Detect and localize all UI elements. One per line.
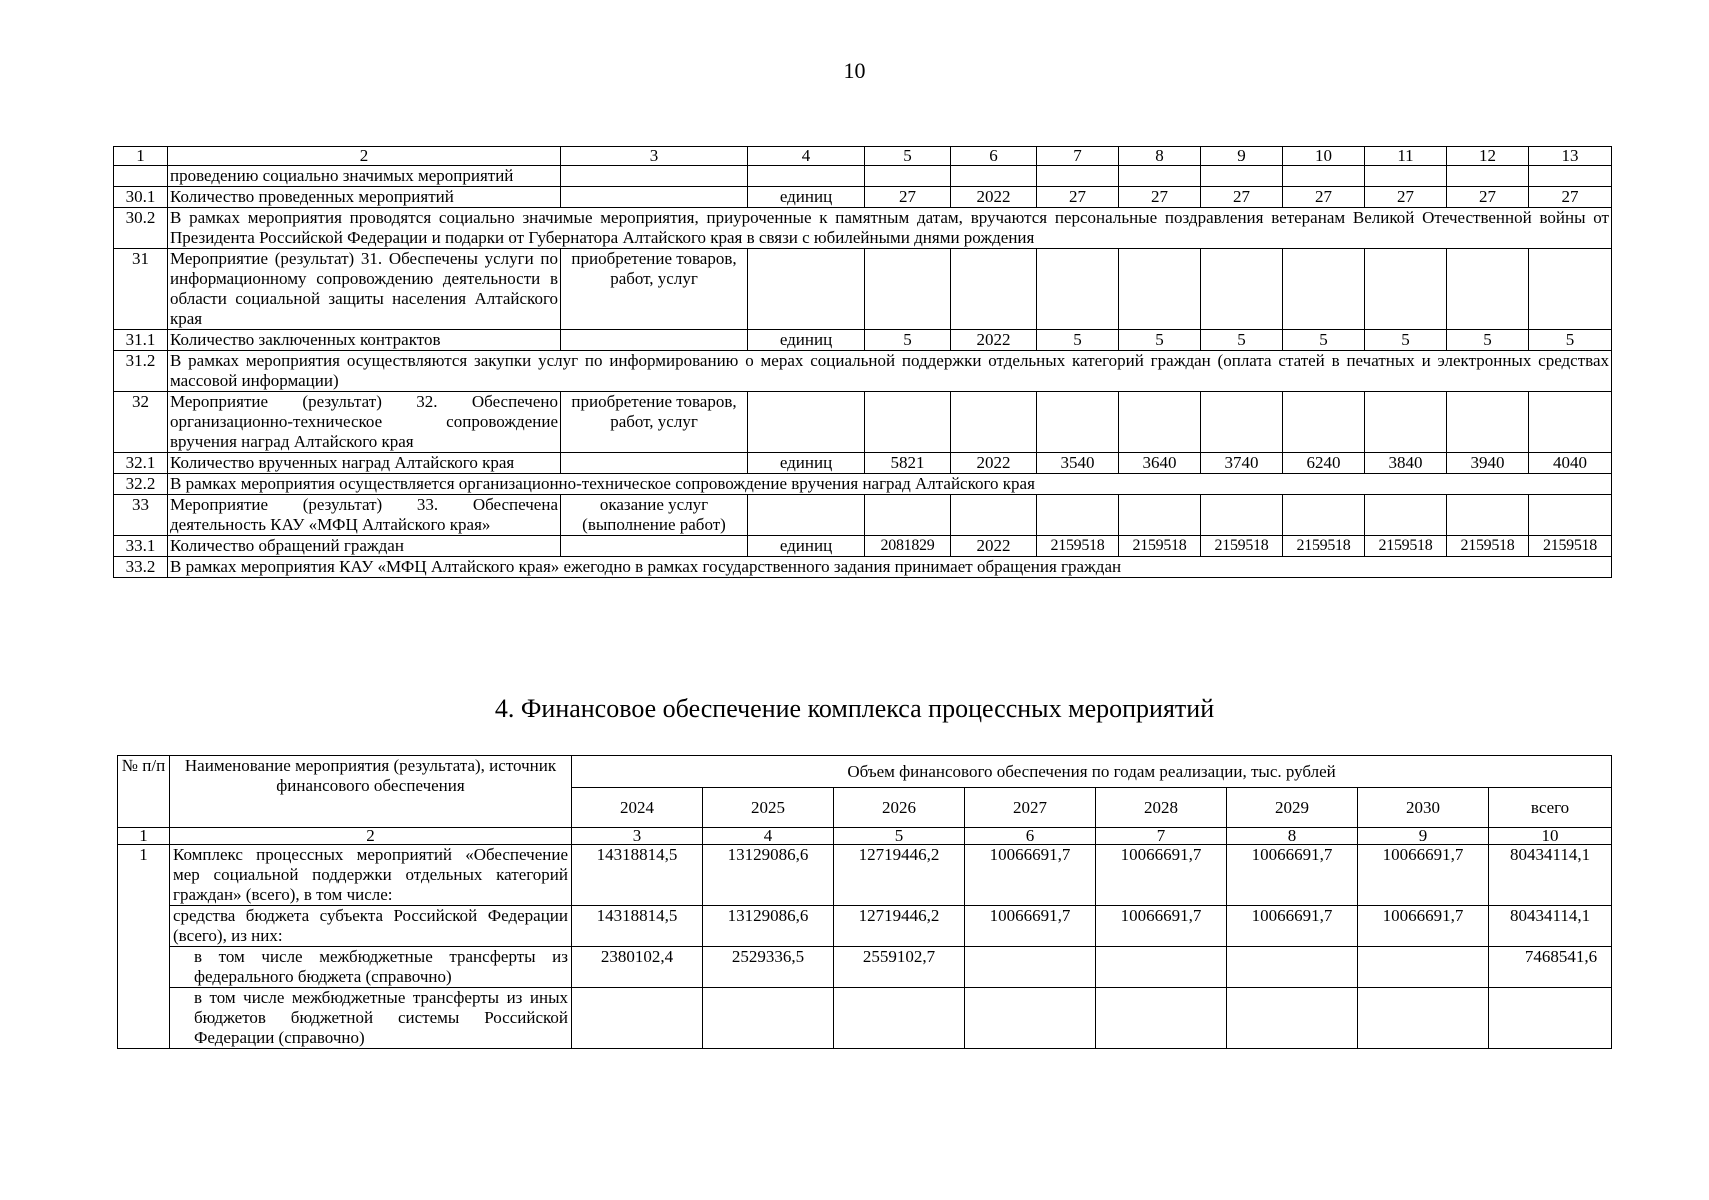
year-value: 3540: [1037, 453, 1119, 474]
column-number: 12: [1447, 147, 1529, 166]
column-number: 11: [1365, 147, 1447, 166]
year-header: всего: [1489, 788, 1612, 828]
base-value: 5: [865, 330, 951, 351]
table-row: [118, 988, 1612, 1049]
row-number: 32: [114, 392, 168, 453]
amount-cell: 14318814,5: [572, 845, 703, 906]
type-cell: [561, 330, 748, 351]
row-number: 33: [114, 495, 168, 536]
year-value: 2159518: [1447, 536, 1529, 557]
base-year: 2022: [951, 453, 1037, 474]
year-value: 5: [1037, 330, 1119, 351]
amount-cell: 14318814,5: [572, 906, 703, 947]
amount-cell: 13129086,6: [703, 845, 834, 906]
measure-name: Мероприятие (результат) 32. Обеспечено организационно-техническое сопровождение вручения наград Алтайского края: [168, 392, 561, 453]
column-number: 6: [965, 828, 1096, 845]
continuation-text: проведению социально значимых мероприятий: [168, 166, 561, 187]
indicator-name: Количество обращений граждан: [168, 536, 561, 557]
year-value: 6240: [1283, 453, 1365, 474]
table-row: [114, 557, 1612, 578]
note-text: В рамках мероприятия осуществляются закупки услуг по информированию о мерах социальной поддержки отдельных категорий граждан (оплата статей в печатных и электронных средствах массовой информации): [168, 351, 1612, 392]
table-row: [118, 947, 1612, 988]
year-value: 2159518: [1119, 536, 1201, 557]
amount-cell: 10066691,7: [1227, 906, 1358, 947]
year-value: 5: [1447, 330, 1529, 351]
measure-name: Мероприятие (результат) 33. Обеспечена деятельность КАУ «МФЦ Алтайского края»: [168, 495, 561, 536]
amount-cell: 10066691,7: [1227, 845, 1358, 906]
financing-table: [117, 755, 1612, 1049]
row-number: 31.2: [114, 351, 168, 392]
amount-cell: 10066691,7: [1096, 845, 1227, 906]
unit-cell: единиц: [748, 453, 865, 474]
column-number: 10: [1283, 147, 1365, 166]
column-number: 9: [1201, 147, 1283, 166]
row-number: 32.1: [114, 453, 168, 474]
source-name: в том числе межбюджетные трансферты из иных бюджетов бюджетной системы Российской Федерации (справочно): [170, 988, 572, 1049]
amount-cell: 10066691,7: [1358, 845, 1489, 906]
table-row: [114, 474, 1612, 495]
amount-cell: [703, 988, 834, 1049]
table-row: [114, 187, 1612, 208]
type-cell: [561, 187, 748, 208]
amount-cell: [1489, 988, 1612, 1049]
base-year: 2022: [951, 187, 1037, 208]
table-row: [114, 495, 1612, 536]
base-value: 27: [865, 187, 951, 208]
row-number: 1: [118, 845, 170, 1049]
amount-cell: [1096, 947, 1227, 988]
amount-cell: 10066691,7: [1358, 906, 1489, 947]
year-value: 27: [1447, 187, 1529, 208]
note-text: В рамках мероприятия проводятся социально значимые мероприятия, приуроченные к памятным датам, вручаются персональные поздравления ветеранам Великой Отечественной войны от Президента Российской Федерации и подарки от Губернатора Алтайского края в связи с юбилейными днями рождения: [168, 208, 1612, 249]
table-row: [114, 208, 1612, 249]
year-header: 2025: [703, 788, 834, 828]
year-value: 27: [1119, 187, 1201, 208]
column-number: 7: [1037, 147, 1119, 166]
volume-header: Объем финансового обеспечения по годам реализации, тыс. рублей: [572, 756, 1612, 788]
unit-cell: единиц: [748, 330, 865, 351]
amount-cell: [1358, 947, 1489, 988]
year-value: 27: [1201, 187, 1283, 208]
indicator-name: Количество врученных наград Алтайского края: [168, 453, 561, 474]
amount-cell: [834, 988, 965, 1049]
year-value: 5: [1119, 330, 1201, 351]
amount-cell: [965, 947, 1096, 988]
row-number: 31: [114, 249, 168, 330]
base-value: 5821: [865, 453, 951, 474]
amount-cell: 10066691,7: [965, 906, 1096, 947]
row-number: 30.1: [114, 187, 168, 208]
note-text: В рамках мероприятия КАУ «МФЦ Алтайского края» ежегодно в рамках государственного задания принимает обращения граждан: [168, 557, 1612, 578]
row-number: 33.1: [114, 536, 168, 557]
table-row: [114, 166, 1612, 187]
column-number: 9: [1358, 828, 1489, 845]
amount-cell: 7468541,6: [1489, 947, 1612, 988]
year-header: 2030: [1358, 788, 1489, 828]
year-value: 27: [1529, 187, 1612, 208]
amount-cell: 80434114,1: [1489, 845, 1612, 906]
table-row: [114, 453, 1612, 474]
type-cell: оказание услуг (выполнение работ): [561, 495, 748, 536]
row-number: 32.2: [114, 474, 168, 495]
type-cell: [561, 536, 748, 557]
table-row: [114, 351, 1612, 392]
year-value: 4040: [1529, 453, 1612, 474]
year-value: 5: [1365, 330, 1447, 351]
amount-cell: [1358, 988, 1489, 1049]
column-number: 5: [834, 828, 965, 845]
base-year: 2022: [951, 536, 1037, 557]
year-value: 5: [1201, 330, 1283, 351]
row-number: 31.1: [114, 330, 168, 351]
column-number: 4: [748, 147, 865, 166]
table-row: [114, 392, 1612, 453]
column-number: 2: [170, 828, 572, 845]
amount-cell: [965, 988, 1096, 1049]
column-number: 5: [865, 147, 951, 166]
source-name: средства бюджета субъекта Российской Федерации (всего), из них:: [170, 906, 572, 947]
column-number: 8: [1227, 828, 1358, 845]
year-value: 2159518: [1365, 536, 1447, 557]
note-text: В рамках мероприятия осуществляется организационно-техническое сопровождение вручения наград Алтайского края: [168, 474, 1612, 495]
amount-cell: 80434114,1: [1489, 906, 1612, 947]
year-value: 27: [1365, 187, 1447, 208]
column-number-row: [114, 147, 1612, 166]
year-value: 3740: [1201, 453, 1283, 474]
column-number: 10: [1489, 828, 1612, 845]
indicators-table: [113, 146, 1612, 578]
section-title: 4. Финансовое обеспечение комплекса процессных мероприятий: [494, 694, 1215, 723]
table-row: [114, 249, 1612, 330]
column-number: 8: [1119, 147, 1201, 166]
year-header: 2029: [1227, 788, 1358, 828]
year-header: 2028: [1096, 788, 1227, 828]
unit-cell: единиц: [748, 187, 865, 208]
amount-cell: [1227, 947, 1358, 988]
year-header: 2027: [965, 788, 1096, 828]
year-value: 5: [1283, 330, 1365, 351]
amount-cell: 13129086,6: [703, 906, 834, 947]
source-name: Комплекс процессных мероприятий «Обеспечение мер социальной поддержки отдельных категорий граждан» (всего), в том числе:: [170, 845, 572, 906]
indicator-name: Количество проведенных мероприятий: [168, 187, 561, 208]
column-number: 7: [1096, 828, 1227, 845]
table-row: [114, 330, 1612, 351]
page-number: 10: [843, 58, 866, 83]
unit-cell: единиц: [748, 536, 865, 557]
column-number: 6: [951, 147, 1037, 166]
year-value: 27: [1037, 187, 1119, 208]
year-value: 3940: [1447, 453, 1529, 474]
table-row: [114, 536, 1612, 557]
type-cell: приобретение товаров, работ, услуг: [561, 392, 748, 453]
column-number: 1: [118, 828, 170, 845]
year-value: 2159518: [1529, 536, 1612, 557]
amount-cell: [1227, 988, 1358, 1049]
type-cell: [561, 453, 748, 474]
header-row: [118, 756, 1612, 788]
type-cell: приобретение товаров, работ, услуг: [561, 249, 748, 330]
year-header: 2026: [834, 788, 965, 828]
base-value: 2081829: [865, 536, 951, 557]
year-value: 2159518: [1037, 536, 1119, 557]
year-value: 3840: [1365, 453, 1447, 474]
amount-cell: 10066691,7: [1096, 906, 1227, 947]
year-value: 2159518: [1283, 536, 1365, 557]
amount-cell: 12719446,2: [834, 845, 965, 906]
column-number: 13: [1529, 147, 1612, 166]
indicator-name: Количество заключенных контрактов: [168, 330, 561, 351]
row-number: 30.2: [114, 208, 168, 249]
amount-cell: 2380102,4: [572, 947, 703, 988]
amount-cell: [1096, 988, 1227, 1049]
column-number: 3: [572, 828, 703, 845]
amount-cell: 2559102,7: [834, 947, 965, 988]
amount-cell: 12719446,2: [834, 906, 965, 947]
row-number: 33.2: [114, 557, 168, 578]
year-value: 3640: [1119, 453, 1201, 474]
amount-cell: [572, 988, 703, 1049]
year-value: 2159518: [1201, 536, 1283, 557]
amount-cell: 10066691,7: [965, 845, 1096, 906]
num-header: № п/п: [118, 756, 170, 828]
column-number-row: [118, 828, 1612, 845]
base-year: 2022: [951, 330, 1037, 351]
column-number: 3: [561, 147, 748, 166]
column-number: 2: [168, 147, 561, 166]
year-value: 5: [1529, 330, 1612, 351]
amount-cell: 2529336,5: [703, 947, 834, 988]
table-row: [118, 906, 1612, 947]
measure-name: Мероприятие (результат) 31. Обеспечены услуги по информационному сопровождению деятельности в области социальной защиты населения Алтайского края: [168, 249, 561, 330]
column-number: 1: [114, 147, 168, 166]
column-number: 4: [703, 828, 834, 845]
name-header: Наименование мероприятия (результата), источник финансового обеспечения: [170, 756, 572, 828]
year-header: 2024: [572, 788, 703, 828]
table-row: [118, 845, 1612, 906]
year-value: 27: [1283, 187, 1365, 208]
source-name: в том числе межбюджетные трансферты из федерального бюджета (справочно): [170, 947, 572, 988]
